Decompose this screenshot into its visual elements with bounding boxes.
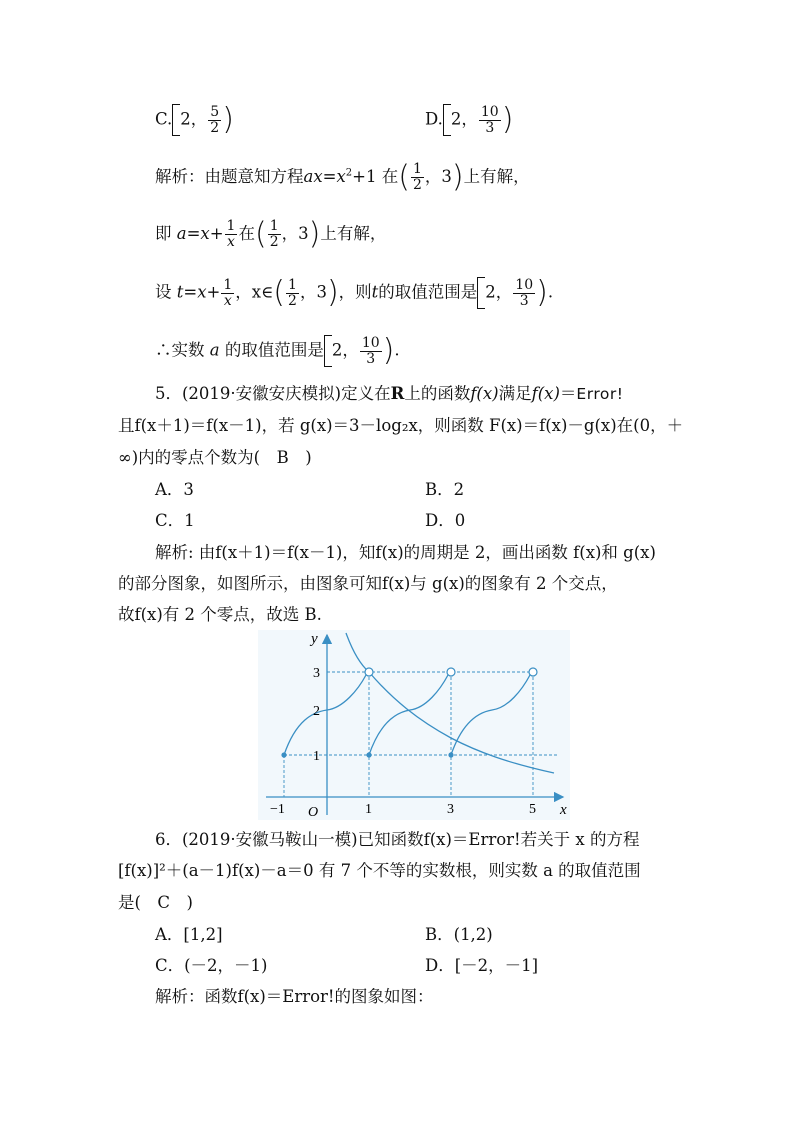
q6-solution: 解析：函数f(x)＝Error!的图象如图： <box>155 987 434 1006</box>
q5-option-c: C．1 <box>155 511 195 530</box>
dashed-guides <box>284 672 558 797</box>
question-6-line-1: 6．(2019·安徽马鞍山一模)已知函数f(x)＝Error!若关于 x 的方程 <box>155 830 640 849</box>
q5-option-b: B．2 <box>425 480 465 499</box>
question-5-line-2: 且f(x＋1)＝f(x－1)，若 g(x)＝3－log₂x，则函数 F(x)＝f(x)－g(x)在(0，＋ <box>118 416 684 435</box>
q6-option-a: A．[1,2] <box>155 925 223 944</box>
f-curve <box>284 675 530 755</box>
x-tick-neg1: −1 <box>270 802 285 817</box>
solution-line-2: 即 a=x+ $\frac{1}{x}$ 在( $\frac{1}{2}$ ，3)上有解， <box>155 216 387 252</box>
y-axis-label: y <box>311 631 318 647</box>
option-d: D. 2， $\frac{10}{3}$ ) <box>425 102 514 137</box>
x-tick-1: 1 <box>365 802 372 817</box>
question-5-line-1: 5．(2019·安徽安庆模拟)定义在R上的函数f(x)满足f(x)＝Error! <box>155 384 624 403</box>
solution-line-4: ∴实数 a 的取值范围是 2， $\frac{10}{3}$ ). <box>155 333 400 368</box>
q6-option-b: B．(1,2) <box>425 925 493 944</box>
question-6-line-3: 是( C ) <box>118 893 193 912</box>
open-points <box>365 668 537 676</box>
q6-option-c: C．(－2，－1) <box>155 956 268 975</box>
question-6-line-2: [f(x)]²＋(a－1)f(x)－a＝0 有 7 个不等的实数根，则实数 a 的取值范围 <box>118 861 641 880</box>
x-tick-5: 5 <box>529 802 536 817</box>
q5-option-d: D．0 <box>425 511 466 530</box>
q6-option-d: D．[－2，－1] <box>425 956 539 975</box>
solid-points <box>281 752 453 757</box>
function-graph <box>258 630 570 820</box>
q5-solution-line-2: 的部分图象，如图所示，由图象可知f(x)与 g(x)的图象有 2 个交点， <box>118 574 618 593</box>
solution-line-3: 设 t=x+ $\frac{1}{x}$ ，x∈( $\frac{1}{2}$ ，3)，则t的取值范围是 2， $\frac{10}{3}$ ). <box>155 275 554 310</box>
g-curve <box>346 633 554 773</box>
solution-line-1: 解析：由题意知方程$ax=x^2+1$ 在( $\frac{1}{2}$ ，3)上有解， <box>155 159 530 195</box>
y-tick-1: 1 <box>313 749 320 764</box>
origin-label: O <box>308 805 319 820</box>
question-5-line-3: ∞)内的零点个数为( B ) <box>118 448 312 467</box>
q5-solution-line-3: 故f(x)有 2 个零点，故选 B. <box>118 605 322 624</box>
y-tick-3: 3 <box>313 666 320 681</box>
q5-solution-line-1: 解析: 由f(x＋1)＝f(x－1)，知f(x)的周期是 2，画出函数 f(x)和 g(x) <box>155 543 656 562</box>
y-tick-2: 2 <box>313 704 320 719</box>
x-axis-label: x <box>560 802 567 818</box>
option-c: C. 2， $\frac{5}{2}$ ) <box>155 102 234 137</box>
q5-option-a: A．3 <box>155 480 194 499</box>
x-tick-3: 3 <box>447 802 454 817</box>
